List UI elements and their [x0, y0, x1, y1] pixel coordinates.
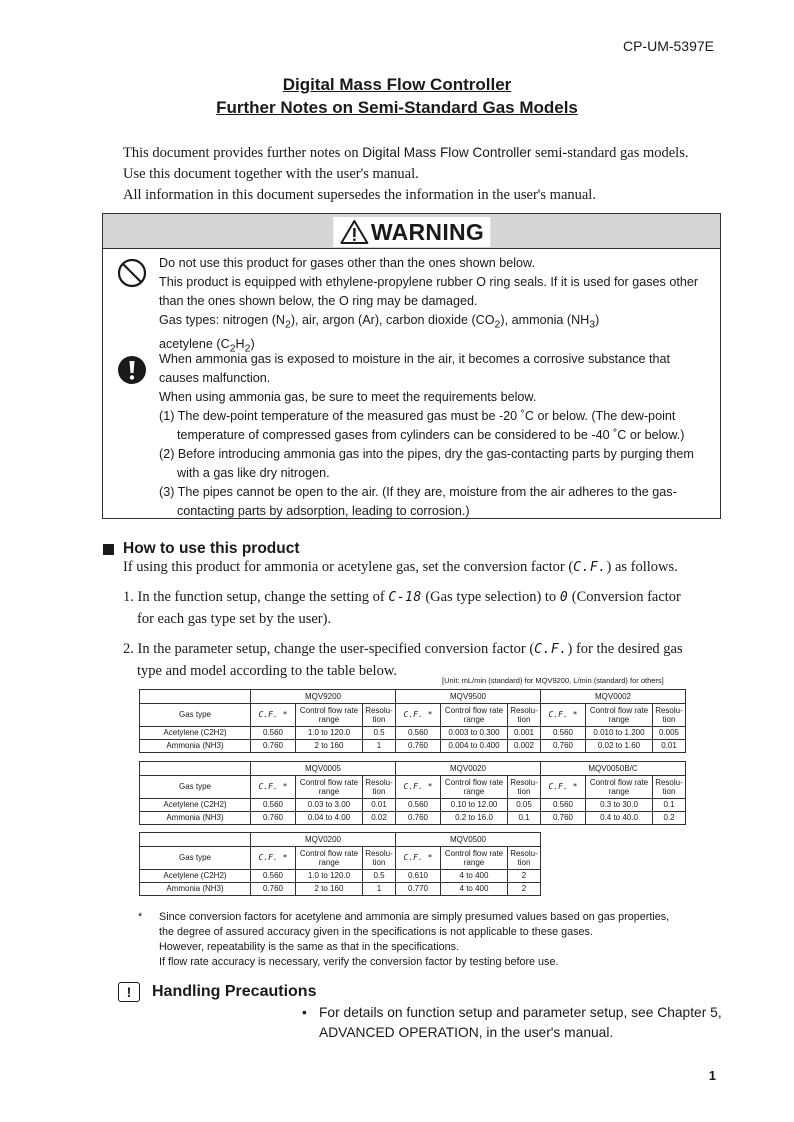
table-column-header-row	[140, 847, 541, 870]
cf-value: 0.560	[541, 727, 586, 740]
warning-ammonia-line-2: When using ammonia gas, be sure to meet the requirements below.	[159, 390, 537, 404]
warning-gas-types	[159, 311, 712, 335]
col-resolution: Resolu-tion	[653, 776, 686, 799]
table-column-header-row	[140, 704, 686, 727]
col-range: Control flow rate range	[441, 847, 508, 870]
gas-air-argon-co2: ), air, argon (Ar), carbon dioxide (CO	[290, 313, 495, 327]
cf-value: 0.560	[251, 870, 296, 883]
resolution-value: 0.01	[363, 799, 396, 812]
col-cf: C.F. *	[251, 776, 296, 799]
col-resolution: Resolu-tion	[363, 776, 396, 799]
range-value: 0.10 to 12.00	[441, 799, 508, 812]
function-code-c18: C-18	[388, 590, 422, 605]
step-2-end: ) for the desired gas	[567, 641, 683, 657]
table-corner-cell	[140, 762, 251, 776]
resolution-value: 0.001	[508, 727, 541, 740]
resolution-value: 0.01	[653, 740, 686, 753]
subscript: 2	[229, 342, 236, 355]
table-corner-cell	[140, 833, 251, 847]
prohibition-icon	[117, 258, 147, 288]
intro-line-1-pre: This document provides further notes on	[123, 145, 363, 161]
col-gas-type: Gas type	[140, 847, 251, 870]
footnote-marker: *	[138, 911, 143, 923]
cf-value: 0.610	[396, 870, 441, 883]
cf-value: 0.560	[396, 799, 441, 812]
col-cf: C.F. *	[541, 776, 586, 799]
document-code: CP-UM-5397E	[622, 38, 714, 54]
step-2-line-2: type and model according to the table below.	[137, 663, 397, 679]
intro-line-1	[123, 145, 688, 162]
cf-value: 0.560	[396, 727, 441, 740]
range-value: 4 to 400	[441, 883, 508, 896]
cf-value: 0.760	[396, 740, 441, 753]
handling-note-line-1: For details on function setup and parameter setup, see Chapter 5,	[319, 1005, 722, 1020]
warning-label	[333, 217, 490, 247]
range-value: 0.4 to 40.0	[586, 812, 653, 825]
resolution-value: 0.02	[363, 812, 396, 825]
table-row	[140, 812, 686, 825]
table-model-header-row	[140, 833, 541, 847]
cf-value: 0.560	[251, 727, 296, 740]
unit-note: [Unit: mL/min (standard) for MQV9200, L/min (standard) for others]	[442, 676, 664, 685]
cf-value: 0.760	[251, 883, 296, 896]
range-value: 2 to 160	[296, 740, 363, 753]
model-name: MQV0002	[541, 690, 686, 704]
gas-name: Ammonia (NH3)	[140, 740, 251, 753]
model-name: MQV0005	[251, 762, 396, 776]
step-1-mid: (Gas type selection) to	[421, 589, 560, 605]
footnote-line-2: the degree of assured accuracy given in the specifications is not applicable to these gases.	[159, 926, 593, 938]
requirement-2: (2) Before introducing ammonia gas into the pipes, dry the gas-contacting parts by purging them with a gas like dry nitrogen.	[159, 447, 694, 480]
model-table-3	[139, 832, 541, 896]
page-number: 1	[708, 1068, 716, 1083]
range-value: 0.010 to 1.200	[586, 727, 653, 740]
step-1	[123, 589, 681, 606]
col-resolution: Resolu-tion	[508, 847, 541, 870]
resolution-value: 0.5	[363, 870, 396, 883]
col-cf: C.F. *	[541, 704, 586, 727]
intro-text-end: ) as follows.	[606, 559, 678, 575]
warning-block-prohibit	[159, 254, 712, 358]
col-gas-type: Gas type	[140, 704, 251, 727]
caution-box-icon: !	[118, 982, 140, 1002]
range-value: 1.0 to 120.0	[296, 727, 363, 740]
warning-block-ammonia	[159, 350, 712, 521]
resolution-value: 0.005	[653, 727, 686, 740]
table-model-header-row	[140, 690, 686, 704]
col-range: Control flow rate range	[296, 776, 363, 799]
range-value: 2 to 160	[296, 883, 363, 896]
col-gas-type: Gas type	[140, 776, 251, 799]
how-to-use-intro	[123, 559, 678, 576]
range-value: 0.003 to 0.300	[441, 727, 508, 740]
col-cf: C.F. *	[251, 847, 296, 870]
handling-note-line-2: ADVANCED OPERATION, in the user's manual.	[319, 1025, 614, 1040]
footnote-line-4: If flow rate accuracy is necessary, verify the conversion factor by testing before use.	[159, 956, 559, 968]
step-2-text: 2. In the parameter setup, change the user-specified conversion factor (	[123, 641, 535, 657]
acetylene-h: H	[235, 336, 245, 351]
gas-ammonia: ), ammonia (NH	[500, 313, 590, 327]
title-line-2: Further Notes on Semi-Standard Gas Models	[216, 98, 578, 117]
col-range: Control flow rate range	[586, 776, 653, 799]
warning-header	[103, 214, 720, 249]
how-to-use-title: How to use this product	[123, 540, 300, 557]
cf-value: 0.760	[251, 740, 296, 753]
resolution-value: 0.2	[653, 812, 686, 825]
table-column-header-row	[140, 776, 686, 799]
resolution-value: 0.5	[363, 727, 396, 740]
resolution-value: 2	[508, 883, 541, 896]
range-value: 0.004 to 0.400	[441, 740, 508, 753]
step-1-text: 1. In the function setup, change the setting of	[123, 589, 389, 605]
table-row	[140, 799, 686, 812]
col-range: Control flow rate range	[296, 847, 363, 870]
resolution-value: 0.05	[508, 799, 541, 812]
gas-acetylene: acetylene (C	[159, 336, 230, 351]
step-1-end: (Conversion factor	[568, 589, 681, 605]
resolution-value: 2	[508, 870, 541, 883]
table-model-header-row	[140, 762, 686, 776]
cf-symbol: C.F.	[534, 642, 568, 657]
gas-types-label: Gas types:	[159, 313, 223, 327]
table-row	[140, 870, 541, 883]
cf-value: 0.760	[251, 812, 296, 825]
title-line-1: Digital Mass Flow Controller	[282, 75, 512, 94]
col-cf: C.F. *	[396, 847, 441, 870]
resolution-value: 1	[363, 740, 396, 753]
resolution-value: 0.1	[508, 812, 541, 825]
step-2	[123, 641, 683, 658]
requirement-3: (3) The pipes cannot be open to the air. (If they are, moisture from the air adheres to the gas-contacting parts by adsorption, leading to corrosion.)	[159, 485, 677, 518]
range-value: 0.3 to 30.0	[586, 799, 653, 812]
handling-note	[302, 1003, 722, 1043]
subscript: 3	[589, 318, 596, 331]
range-value: 4 to 400	[441, 870, 508, 883]
model-table-2	[139, 761, 686, 825]
footnote-line-3: However, repeatability is the same as that in the specifications.	[159, 941, 460, 953]
col-cf: C.F. *	[251, 704, 296, 727]
resolution-value: 0.1	[653, 799, 686, 812]
intro-line-1-post: semi-standard gas models.	[531, 145, 689, 161]
how-to-use-heading	[103, 540, 300, 558]
resolution-value: 0.002	[508, 740, 541, 753]
model-table-1	[139, 689, 686, 753]
col-resolution: Resolu-tion	[508, 776, 541, 799]
col-range: Control flow rate range	[441, 704, 508, 727]
warning-ammonia-line-1: When ammonia gas is exposed to moisture in the air, it becomes a corrosive substance that causes malfunction.	[159, 352, 670, 385]
range-value: 0.04 to 4.00	[296, 812, 363, 825]
subscript: 2	[494, 318, 501, 331]
model-name: MQV0020	[396, 762, 541, 776]
col-range: Control flow rate range	[586, 704, 653, 727]
col-range: Control flow rate range	[296, 704, 363, 727]
resolution-value: 1	[363, 883, 396, 896]
col-cf: C.F. *	[396, 776, 441, 799]
gas-name: Acetylene (C2H2)	[140, 870, 251, 883]
setting-value: 0	[559, 590, 569, 605]
table-corner-cell	[140, 690, 251, 704]
model-name: MQV9200	[251, 690, 396, 704]
gas-nitrogen: nitrogen (N	[222, 313, 286, 327]
footnote	[138, 910, 669, 970]
cf-value: 0.560	[251, 799, 296, 812]
warning-box	[102, 213, 721, 519]
cf-value: 0.760	[541, 812, 586, 825]
paren-close: )	[595, 313, 600, 327]
subscript: 2	[244, 342, 251, 355]
gas-name: Ammonia (NH3)	[140, 883, 251, 896]
gas-name: Acetylene (C2H2)	[140, 727, 251, 740]
handling-precautions-heading	[118, 982, 316, 1002]
subscript: 2	[285, 318, 291, 331]
range-value: 1.0 to 120.0	[296, 870, 363, 883]
cf-value: 0.760	[396, 812, 441, 825]
col-cf: C.F. *	[396, 704, 441, 727]
paren-close: )	[250, 336, 255, 351]
intro-line-2: Use this document together with the user's manual.	[123, 166, 419, 182]
mandatory-action-icon	[117, 355, 147, 385]
col-resolution: Resolu-tion	[653, 704, 686, 727]
cf-value: 0.760	[541, 740, 586, 753]
col-resolution: Resolu-tion	[363, 704, 396, 727]
model-name: MQV0050B/C	[541, 762, 686, 776]
range-value: 0.2 to 16.0	[441, 812, 508, 825]
col-resolution: Resolu-tion	[363, 847, 396, 870]
cf-value: 0.560	[541, 799, 586, 812]
model-name: MQV0500	[396, 833, 541, 847]
handling-title: Handling Precautions	[152, 983, 317, 1000]
warning-triangle-icon	[339, 219, 369, 245]
col-resolution: Resolu-tion	[508, 704, 541, 727]
cf-value: 0.770	[396, 883, 441, 896]
requirement-1: (1) The dew-point temperature of the measured gas must be -20 ˚C or below. (The dew-point temperature of compressed gases from cylinders can be considered to be -40 ˚C or below.)	[159, 409, 685, 442]
model-name: MQV0200	[251, 833, 396, 847]
intro-product-name: Digital Mass Flow Controller	[362, 145, 532, 160]
step-1-line-2: for each gas type set by the user).	[137, 611, 332, 627]
bullet-icon: •	[302, 1005, 307, 1020]
range-value: 0.03 to 3.00	[296, 799, 363, 812]
warning-title: WARNING	[370, 218, 485, 245]
warning-prohibit-line-2: This product is equipped with ethylene-propylene rubber O ring seals. If it is used for gases other than the ones shown below, the O ring may be damaged.	[159, 275, 699, 308]
table-row	[140, 883, 541, 896]
square-bullet-icon	[103, 544, 114, 555]
table-row	[140, 740, 686, 753]
model-name: MQV9500	[396, 690, 541, 704]
intro-text: If using this product for ammonia or acetylene gas, set the conversion factor (	[123, 559, 574, 575]
cf-symbol: C.F.	[573, 560, 607, 575]
warning-prohibit-line-1: Do not use this product for gases other than the ones shown below.	[159, 256, 535, 270]
range-value: 0.02 to 1.60	[586, 740, 653, 753]
gas-name: Ammonia (NH3)	[140, 812, 251, 825]
intro-line-3: All information in this document supersedes the information in the user's manual.	[123, 187, 596, 203]
footnote-line-1: Since conversion factors for acetylene and ammonia are simply presumed values based on gas properties,	[159, 911, 670, 923]
gas-name: Acetylene (C2H2)	[140, 799, 251, 812]
table-row	[140, 727, 686, 740]
col-range: Control flow rate range	[441, 776, 508, 799]
